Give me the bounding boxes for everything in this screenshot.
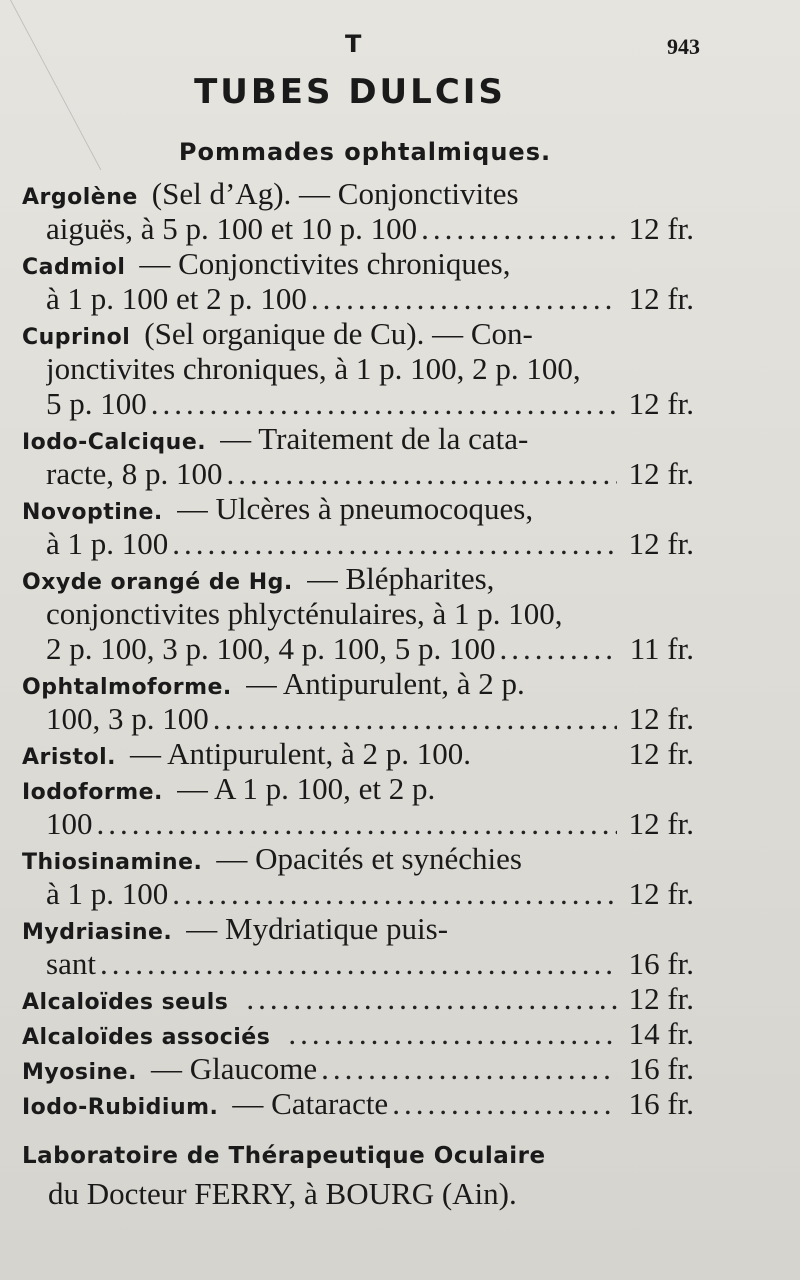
product-price: 12 fr. — [628, 456, 694, 491]
entry-line — [22, 351, 694, 386]
entry-line — [22, 176, 694, 211]
entry-line — [22, 281, 694, 316]
product-description: 2 p. 100, 3 p. 100, 4 p. 100, 5 p. 100 — [46, 631, 496, 666]
product-name: Cadmiol — [22, 255, 126, 280]
product-name: Argolène — [22, 185, 138, 210]
entry-line — [22, 981, 694, 1016]
product-description: — Glaucome — [150, 1051, 318, 1086]
product-entry — [22, 1051, 694, 1086]
product-name: Novoptine. — [22, 500, 163, 525]
product-price: 12 fr. — [628, 386, 694, 421]
product-entry — [22, 981, 694, 1016]
dot-leader — [172, 526, 616, 561]
entry-line — [22, 421, 694, 456]
product-description: — Antipurulent, à 2 p. — [245, 666, 525, 701]
product-entry — [22, 246, 694, 316]
product-name: Myosine. — [22, 1060, 137, 1085]
product-name: Iodo-Rubidium. — [22, 1095, 219, 1120]
product-price: 12 fr. — [628, 211, 694, 246]
product-description: racte, 8 p. 100 — [46, 456, 223, 491]
product-description: — Blépharites, — [306, 561, 495, 596]
dot-leader — [500, 631, 618, 666]
entry-line — [22, 596, 694, 631]
entry-line — [22, 631, 694, 666]
product-price: 12 fr. — [628, 701, 694, 736]
product-name: Oxyde orangé de Hg. — [22, 570, 293, 595]
product-price: 14 fr. — [628, 1016, 694, 1051]
entry-line — [22, 1016, 694, 1051]
product-description: sant — [46, 946, 96, 981]
product-entry — [22, 176, 694, 246]
entry-line — [22, 1086, 694, 1121]
product-description: — A 1 p. 100, et 2 p. — [176, 771, 436, 806]
product-description: — Antipurulent, à 2 p. 100. — [130, 736, 472, 771]
page-subtitle: Pommades ophtalmiques. — [178, 138, 552, 166]
product-entry — [22, 841, 694, 911]
footer-laboratory: Laboratoire de Thérapeutique Oculaire — [22, 1143, 546, 1169]
product-description: 5 p. 100 — [46, 386, 147, 421]
product-description: — Cataracte — [232, 1086, 389, 1121]
product-price: 12 fr. — [628, 281, 694, 316]
product-entry — [22, 491, 694, 561]
entry-line — [22, 246, 694, 281]
product-description: conjonctivites phlycténulaires, à 1 p. 100, — [46, 596, 563, 631]
product-description: à 1 p. 100 — [46, 526, 169, 561]
product-name: Ophtalmoforme. — [22, 675, 232, 700]
entry-line — [22, 946, 694, 981]
product-entry — [22, 666, 694, 736]
entry-line — [22, 526, 694, 561]
product-price: 16 fr. — [628, 946, 694, 981]
header-letter: T — [345, 30, 362, 58]
entry-line — [22, 211, 694, 246]
entry-line — [22, 841, 694, 876]
product-price: 16 fr. — [628, 1051, 694, 1086]
entry-line — [22, 666, 694, 701]
entry-line — [22, 701, 694, 736]
dot-leader — [321, 1051, 616, 1086]
product-price: 12 fr. — [628, 806, 694, 841]
product-price: 11 fr. — [629, 631, 694, 666]
dot-leader — [100, 946, 617, 981]
product-price: 12 fr. — [628, 736, 694, 771]
product-description: — Opacités et synéchies — [216, 841, 522, 876]
product-entry — [22, 421, 694, 491]
dot-leader — [288, 1016, 616, 1051]
product-price: 12 fr. — [628, 526, 694, 561]
product-entry — [22, 561, 694, 666]
product-description: 100 — [46, 806, 93, 841]
entry-line — [22, 736, 694, 771]
product-name: Aristol. — [22, 745, 117, 770]
product-description: à 1 p. 100 et 2 p. 100 — [46, 281, 307, 316]
product-description: 100, 3 p. 100 — [46, 701, 209, 736]
entry-line — [22, 386, 694, 421]
product-name: Iodo-Calcique. — [22, 430, 207, 455]
footer — [22, 1138, 702, 1214]
entry-line — [22, 911, 694, 946]
product-description: aiguës, à 5 p. 100 et 10 p. 100 — [46, 211, 418, 246]
dot-leader — [311, 281, 617, 316]
product-description: — Traitement de la cata- — [220, 421, 529, 456]
running-header — [20, 30, 700, 62]
dot-leader — [213, 701, 617, 736]
dot-leader — [246, 981, 616, 1016]
product-name: Alcaloïdes seuls — [22, 990, 229, 1015]
entry-line — [22, 806, 694, 841]
product-entry — [22, 1016, 694, 1051]
entry-line — [22, 1051, 694, 1086]
dot-leader — [151, 386, 617, 421]
product-description: (Sel d’Ag). — Conjonctivites — [151, 176, 519, 211]
page-title: TUBES DULCIS — [194, 72, 506, 112]
product-name: Thiosinamine. — [22, 850, 203, 875]
entry-line — [22, 491, 694, 526]
product-entry — [22, 1086, 694, 1121]
product-description: — Mydriatique puis- — [186, 911, 449, 946]
page-number: 943 — [667, 34, 700, 59]
dot-leader — [392, 1086, 616, 1121]
product-price: 16 fr. — [628, 1086, 694, 1121]
product-name: Cuprinol — [22, 325, 131, 350]
dot-leader — [421, 211, 616, 246]
product-description: — Conjonctivites chroniques, — [139, 246, 511, 281]
product-name: Iodoforme. — [22, 780, 163, 805]
dot-leader — [172, 876, 616, 911]
product-description: (Sel organique de Cu). — Con- — [144, 316, 533, 351]
product-price: 12 fr. — [628, 876, 694, 911]
entry-line — [22, 456, 694, 491]
product-name: Mydriasine. — [22, 920, 173, 945]
product-description: à 1 p. 100 — [46, 876, 169, 911]
product-entry — [22, 911, 694, 981]
product-entry — [22, 736, 694, 771]
entry-line — [22, 561, 694, 596]
entry-line — [22, 771, 694, 806]
product-price: 12 fr. — [628, 981, 694, 1016]
entry-line — [22, 876, 694, 911]
product-entry — [22, 316, 694, 421]
product-description: jonctivites chroniques, à 1 p. 100, 2 p. 100, — [46, 351, 581, 386]
footer-address: du Docteur FERRY, à BOURG (Ain). — [48, 1176, 517, 1211]
entry-line — [22, 316, 694, 351]
product-list — [22, 176, 694, 1121]
product-description: — Ulcères à pneumocoques, — [176, 491, 534, 526]
product-entry — [22, 771, 694, 841]
product-name: Alcaloïdes associés — [22, 1025, 271, 1050]
dot-leader — [97, 806, 617, 841]
dot-leader — [226, 456, 616, 491]
